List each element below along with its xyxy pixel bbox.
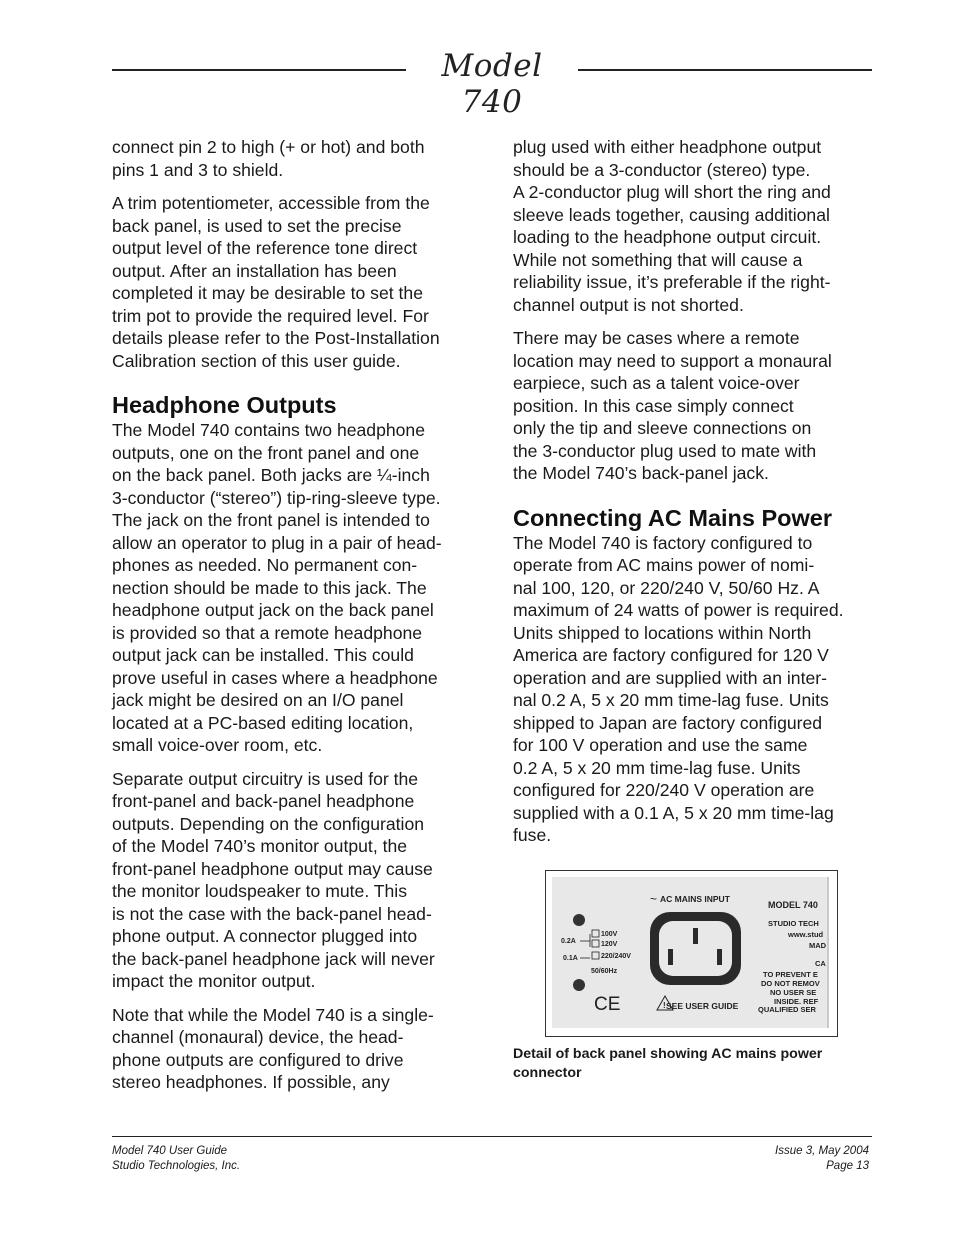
voltage-label-120: 120V [601,941,618,948]
voltage-label-220: 220/240V [601,953,631,960]
mad-label: MAD [809,941,827,950]
header-rule-right [578,69,872,71]
back-panel-figure [545,870,838,1037]
section-heading-ac-mains-power: Connecting AC Mains Power [513,504,833,531]
warning-line-2: DO NOT REMOV [761,979,820,988]
left-column [112,136,470,1105]
paragraph: Separate output circuitry is used for the front-panel and back-panel headphone outputs. Depending on the configuration of the Model 740’s monitor output, the front-panel headphone output may cause the monitor loudspeaker to mute. This is not the case with the back-panel head- phone output. A connector plugged into the back-panel headphone jack will never impact the monitor output. [112,768,435,991]
footer-issue: Issue 3, May 2004 [775,1145,869,1157]
back-panel-image [552,877,829,1028]
figure-caption: Detail of back panel showing AC mains power connector [513,1046,823,1081]
header-rule-left [112,69,406,71]
footer-left [112,1144,240,1174]
voltage-label-100: 100V [601,931,618,938]
ca-label: CA [815,959,826,968]
paragraph: The Model 740 is factory configured to operate from AC mains power of nomi- nal 100, 120, or 220/240 V, 50/60 Hz. A maximum of 24 watts of power is required. Units shipped to locations within North America are factory configured for 120 V operation and are supplied with an inter- nal 0.2 A, 5 x 20 mm time-lag fuse. Units shipped to Japan are factory configured for 100 V operation and use the same 0.2 A, 5 x 20 mm time-lag fuse. Units configured for 220/240 V operation are supplied with a 0.1 A, 5 x 20 mm time-lag fuse. [513,532,844,845]
fuse-label-01: 0.1A [563,955,578,962]
paragraph: Note that while the Model 740 is a single- channel (monaural) device, the head- phone outputs are configured to drive stereo headphones. If possible, any [112,1004,434,1092]
studio-tech-label: STUDIO TECH [768,919,819,928]
warning-line-4: INSIDE. REF [774,997,819,1006]
screw-top-icon [573,914,585,926]
model-label: MODEL 740 [768,900,818,910]
footer-doc-title: Model 740 User Guide [112,1145,228,1157]
footer-right [672,1144,869,1174]
ac-tilde-icon: ~ [650,892,658,906]
frequency-label: 50/60Hz [591,968,618,975]
footer-rule [112,1136,872,1137]
page-header [112,48,872,120]
paragraph: The Model 740 contains two headphone outputs, one on the front panel and one on the back panel. Both jacks are ¼-inch 3-conductor (“stereo”) tip-ring-sleeve type. The jack on the front panel is intended to allow an operator to plug in a pair of head- phones as needed. No permanent con- nection should be made to this jack. The headphone output jack on the back panel is provided so that a remote headphone output jack can be installed. This could prove useful in cases where a headphone jack might be desired on an I/O panel located at a PC-based editing location, small voice-over room, etc. [112,420,442,755]
ac-mains-input-label: AC MAINS INPUT [660,894,730,904]
paragraph: plug used with either headphone output should be a 3-conductor (stereo) type. A 2-conductor plug will short the ring and sleeve leads together, causing additional loading to the headphone output circuit. While not something that will cause a reliability issue, it’s preferable if the right- channel output is not shorted. [513,137,831,315]
section-heading-headphone-outputs: Headphone Outputs [112,392,337,418]
paragraph: A trim potentiometer, accessible from the back panel, is used to set the precise output level of the reference tone direct output. After an installation has been completed it may be desirable to set the trim pot to provide the required level. For details please refer to the Post-Installation Calibration section of this user guide. [112,193,440,371]
see-user-guide-label: SEE USER GUIDE [666,1001,739,1011]
url-label: www.stud [788,930,824,939]
page-title: Model 740 [441,48,543,120]
paragraph: There may be cases where a remote location may need to support a monaural earpiece, such as a talent voice-over position. In this case simply connect only the tip and sleeve connections on the 3-conductor plug used to mate with the Model 740’s back-panel jack. [513,328,832,483]
svg-text:!: ! [663,1001,666,1010]
paragraph: connect pin 2 to high (+ or hot) and both pins 1 and 3 to shield. [112,137,425,180]
footer-company: Studio Technologies, Inc. [112,1160,241,1172]
right-column [513,136,871,858]
fuse-label-02: 0.2A [561,938,576,945]
ce-mark: CE [594,994,621,1015]
warning-line-1: TO PREVENT E [763,970,818,979]
warning-line-5: QUALIFIED SER [758,1005,816,1014]
warning-line-3: NO USER SE [770,988,817,997]
screw-bottom-icon [573,979,585,991]
footer-page-number: Page 13 [826,1160,869,1172]
